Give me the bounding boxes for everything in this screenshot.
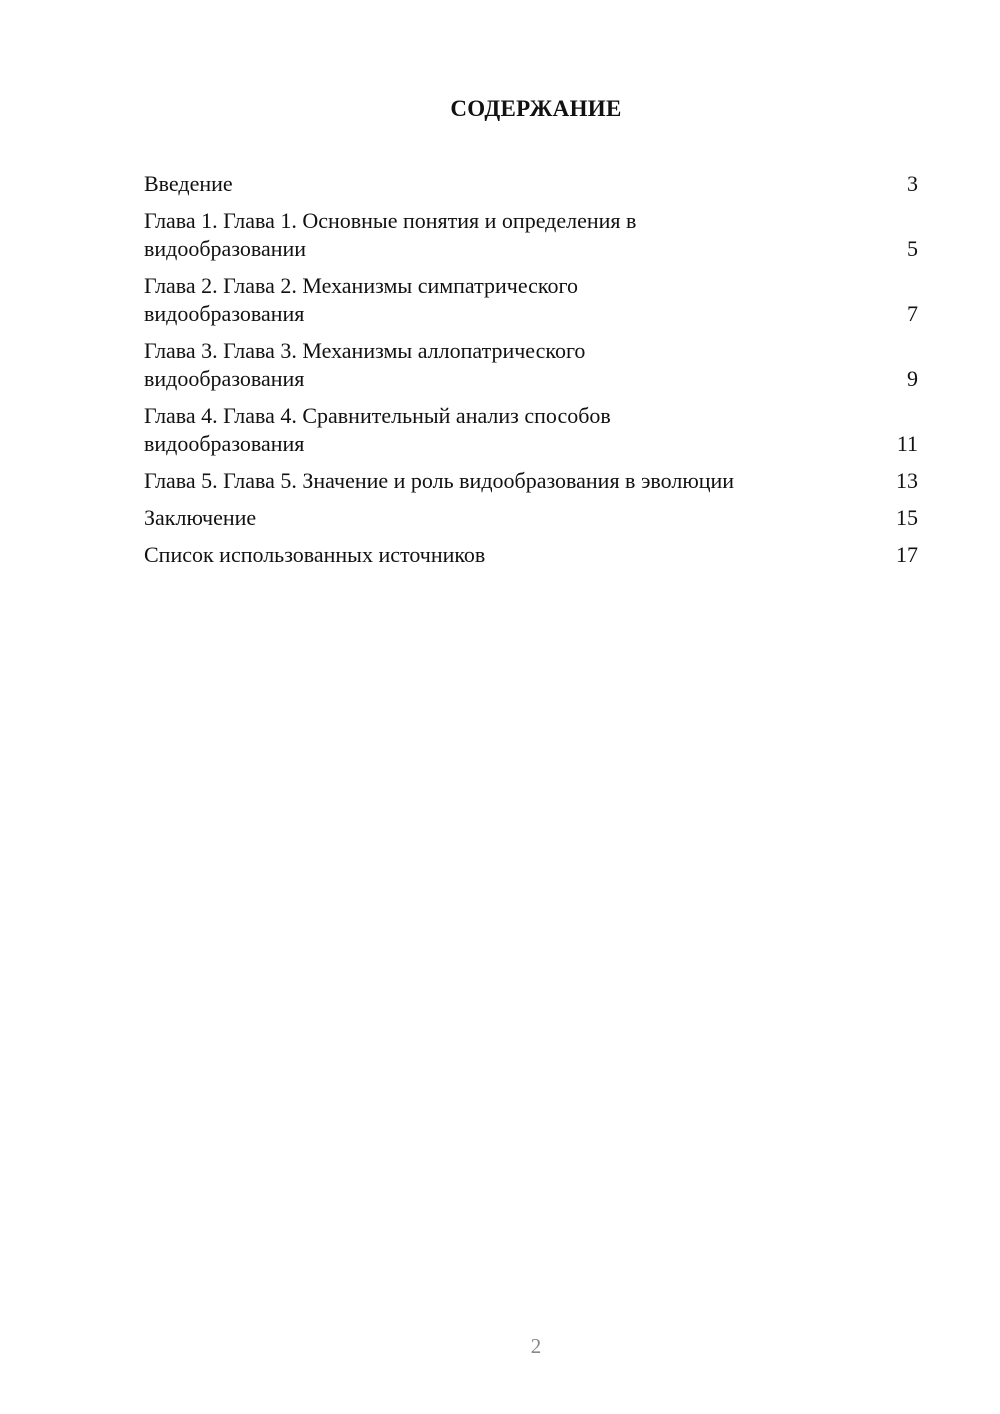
toc-entry-text: Глава 1. Глава 1. Основные понятия и определения в видообразовании — [144, 208, 637, 261]
toc-entry-text: Список использованных источников — [144, 542, 486, 567]
toc-entry-references[interactable] — [144, 541, 918, 569]
toc-entry-text: Введение — [144, 171, 233, 196]
toc-entry-page: 17 — [896, 542, 918, 567]
toc-entry-page: 11 — [896, 431, 918, 456]
toc-entry-text: Заключение — [144, 505, 257, 530]
toc-entry-page: 3 — [907, 171, 918, 196]
toc-entry-page: 5 — [907, 236, 918, 261]
toc-entry-page: 15 — [896, 505, 918, 530]
toc-entry-chapter-4[interactable] — [144, 402, 918, 458]
toc-entry-text: Глава 5. Глава 5. Значение и роль видообразования в эволюции — [144, 468, 735, 493]
toc-entry-text: Глава 2. Глава 2. Механизмы симпатрического видообразования — [144, 273, 578, 326]
page-title: СОДЕРЖАНИЕ — [450, 96, 622, 121]
toc-entry-chapter-1[interactable] — [144, 207, 918, 263]
toc-entry-page: 13 — [896, 468, 918, 493]
toc-entry-text: Глава 3. Глава 3. Механизмы аллопатрического видообразования — [144, 338, 586, 391]
toc-entry-chapter-2[interactable] — [144, 272, 918, 328]
page-number: 2 — [530, 1334, 542, 1358]
toc-entry-chapter-5[interactable] — [144, 467, 918, 495]
table-of-contents — [144, 170, 918, 578]
toc-entry-chapter-3[interactable] — [144, 337, 918, 393]
toc-entry-introduction[interactable] — [144, 170, 918, 198]
toc-entry-page: 9 — [907, 366, 918, 391]
toc-entry-page: 7 — [907, 301, 918, 326]
toc-entry-conclusion[interactable] — [144, 504, 918, 532]
toc-entry-text: Глава 4. Глава 4. Сравнительный анализ способов видообразования — [144, 403, 611, 456]
